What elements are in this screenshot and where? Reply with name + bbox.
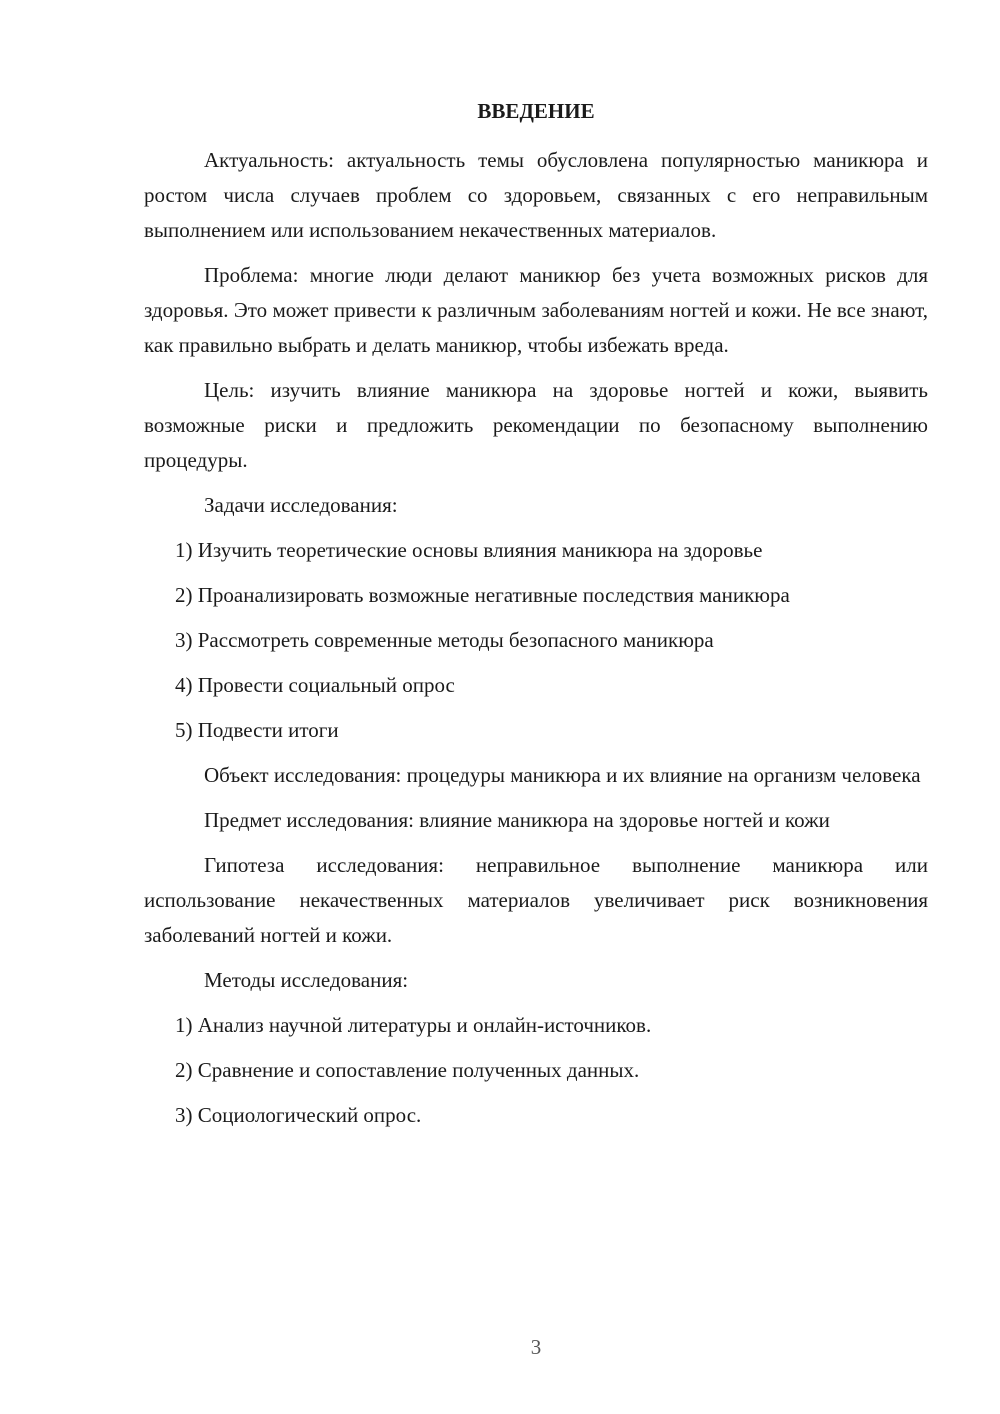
subject-paragraph: Предмет исследования: влияние маникюра на здоровье ногтей и кожи xyxy=(204,808,830,832)
hypothesis-paragraph: Гипотеза исследования: неправильное выполнение маникюра или использование некачественных материалов увеличивает риск возникновения заболеваний ногтей и кожи. xyxy=(144,853,928,947)
object-paragraph: Объект исследования: процедуры маникюра и их влияние на организм человека xyxy=(204,763,921,787)
methods-heading: Методы исследования: xyxy=(204,968,409,992)
relevance-paragraph: Актуальность: актуальность темы обусловлена популярностью маникюра и ростом числа случаев проблем со здоровьем, связанных с его неправильным выполнением или использованием некачественных материалов. xyxy=(144,148,928,242)
tasks-heading: Задачи исследования: xyxy=(204,493,398,517)
method-item: 3) Социологический опрос. xyxy=(175,1103,422,1127)
page-title: ВВЕДЕНИЕ xyxy=(477,99,595,123)
document-body xyxy=(144,143,928,1143)
method-item: 2) Сравнение и сопоставление полученных данных. xyxy=(175,1058,640,1082)
page-number: 3 xyxy=(530,1335,542,1359)
task-item: 4) Провести социальный опрос xyxy=(175,673,455,697)
method-item: 1) Анализ научной литературы и онлайн-источников. xyxy=(175,1013,652,1037)
goal-paragraph: Цель: изучить влияние маникюра на здоровье ногтей и кожи, выявить возможные риски и предложить рекомендации по безопасному выполнению процедуры. xyxy=(144,378,928,472)
task-item: 2) Проанализировать возможные негативные последствия маникюра xyxy=(175,583,790,607)
task-item: 1) Изучить теоретические основы влияния маникюра на здоровье xyxy=(175,538,763,562)
problem-paragraph: Проблема: многие люди делают маникюр без учета возможных рисков для здоровья. Это может привести к различным заболеваниям ногтей и кожи. Не все знают, как правильно выбрать и делать маникюр, чтобы избежать вреда. xyxy=(144,263,928,357)
task-item: 3) Рассмотреть современные методы безопасного маникюра xyxy=(175,628,714,652)
task-item: 5) Подвести итоги xyxy=(175,718,339,742)
